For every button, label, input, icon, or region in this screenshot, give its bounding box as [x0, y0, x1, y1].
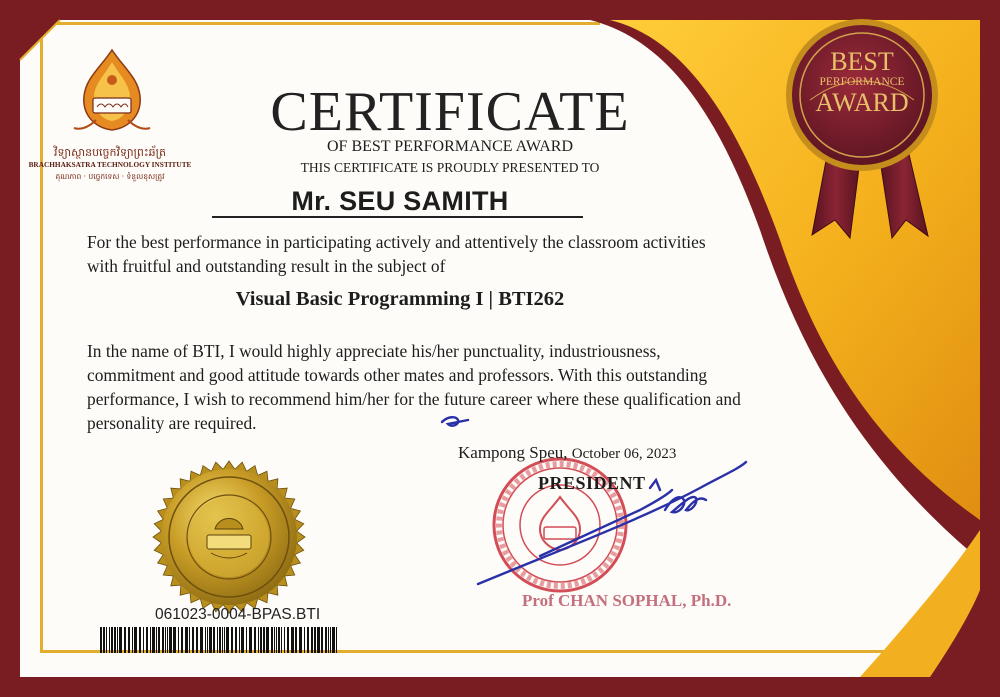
barcode-bar [156, 627, 157, 653]
barcode-bar [276, 627, 277, 653]
barcode-bar [189, 627, 190, 653]
barcode-bar [128, 627, 130, 653]
recipient-name: Mr. SEU SAMITH [291, 186, 509, 216]
barcode-bar [249, 627, 252, 653]
barcode-bar [181, 627, 183, 653]
gold-left-line [40, 22, 43, 652]
barcode-bar [311, 627, 313, 653]
barcode-bar [165, 627, 166, 653]
barcode-bar [239, 627, 240, 653]
barcode-bar [321, 627, 323, 653]
barcode-bar [224, 627, 225, 653]
logo-khmer-name: វិទ្យាស្ថានបច្ចេកវិទ្យាព្រះឆ័ត្រ [54, 146, 166, 159]
reason-paragraph: For the best performance in participating actively and attentively the classroom activities with fruitful and outstanding result in the subject of [87, 232, 706, 276]
appreciation-paragraph: In the name of BTI, I would highly appreciate his/her punctuality, industriousness, commitment and good attitude towards other mates and professors. With this outstanding performance, I wish to recommend him/her for the future career where these qualification and personality are required. [87, 341, 741, 433]
place-date [458, 443, 676, 463]
barcode-bar [299, 627, 302, 653]
barcode-bar [235, 627, 237, 653]
barcode-bar [271, 627, 273, 653]
barcode-bar [336, 627, 337, 653]
barcode-bar [328, 627, 329, 653]
barcode-bar [254, 627, 256, 653]
barcode-bar [274, 627, 275, 653]
barcode-bar [178, 627, 179, 653]
barcode-bar [146, 627, 148, 653]
barcode-bar [314, 627, 316, 653]
barcode-bar [241, 627, 244, 653]
signer-name: Prof CHAN SOPHAL, Ph.D. [522, 591, 732, 610]
barcode-bar [263, 627, 265, 653]
presented-to-line: THIS CERTIFICATE IS PROUDLY PRESENTED TO [300, 160, 600, 175]
barcode-bar [209, 627, 212, 653]
certificate-subtitle: OF BEST PERFORMANCE AWARD [326, 138, 574, 155]
barcode-bar [114, 627, 116, 653]
barcode-bar [231, 627, 233, 653]
barcode-bar [287, 627, 289, 653]
subject-name: Visual Basic Programming I | BTI262 [235, 288, 565, 310]
place: Kampong Speu, [458, 443, 568, 462]
barcode-bar [119, 627, 122, 653]
barcode-bar [258, 627, 259, 653]
barcode-bar [307, 627, 309, 653]
barcode-bar [295, 627, 297, 653]
barcode-bar [222, 627, 223, 653]
barcode-bar [278, 627, 280, 653]
barcode-bar [291, 627, 294, 653]
barcode-bar [330, 627, 331, 653]
barcode-bar [284, 627, 285, 653]
barcode-bar [192, 627, 194, 653]
logo-english-name: BRACHHAKSATRA TECHNOLOGY INSTITUTE [28, 160, 192, 169]
badge-line2: PERFORMANCE [819, 76, 905, 88]
barcode-bar [317, 627, 320, 653]
barcode-bar [162, 627, 164, 653]
signer-title: PRESIDENT [538, 473, 646, 493]
barcode-bar [219, 627, 221, 653]
barcode-bar [106, 627, 107, 653]
barcode-bar [167, 627, 168, 653]
badge-line3: AWARD [815, 88, 909, 117]
barcode-bar [150, 627, 151, 653]
barcode-bar [173, 627, 176, 653]
gold-top-line [40, 22, 600, 25]
logo-khmer-tagline: គុណភាព · បច្ចេកទេស · ទំនួលខុសត្រូវ [55, 172, 165, 181]
barcode-bar [132, 627, 133, 653]
barcode-bar [185, 627, 188, 653]
barcode-bar [109, 627, 110, 653]
barcode-bar [111, 627, 113, 653]
barcode-bar [143, 627, 144, 653]
barcode-bar [325, 627, 327, 653]
barcode-bar [213, 627, 215, 653]
barcode-bar [260, 627, 262, 653]
serial-number: 061023-0004-BPAS.BTI [155, 606, 321, 623]
barcode-bar [117, 627, 118, 653]
barcode-bar [169, 627, 172, 653]
barcode-bar [134, 627, 137, 653]
barcode-bar [100, 627, 102, 653]
barcode-bar [217, 627, 218, 653]
certificate-title: CERTIFICATE [270, 81, 630, 143]
barcode-bar [281, 627, 282, 653]
barcode-bar [266, 627, 269, 653]
barcode-bar [246, 627, 247, 653]
barcode-bar [158, 627, 160, 653]
name-underline [212, 216, 583, 218]
barcode-bar [139, 627, 141, 653]
barcode-bar [226, 627, 229, 653]
barcode-bar [152, 627, 155, 653]
date: October 06, 2023 [571, 446, 677, 462]
badge-line1: BEST [830, 47, 894, 76]
barcode-bar [124, 627, 126, 653]
barcode-bar [196, 627, 198, 653]
barcode-bar [200, 627, 203, 653]
barcode-bar [304, 627, 305, 653]
barcode-bar [205, 627, 206, 653]
barcode-bar [207, 627, 208, 653]
barcode-bar [103, 627, 105, 653]
barcode-bar [332, 627, 335, 653]
